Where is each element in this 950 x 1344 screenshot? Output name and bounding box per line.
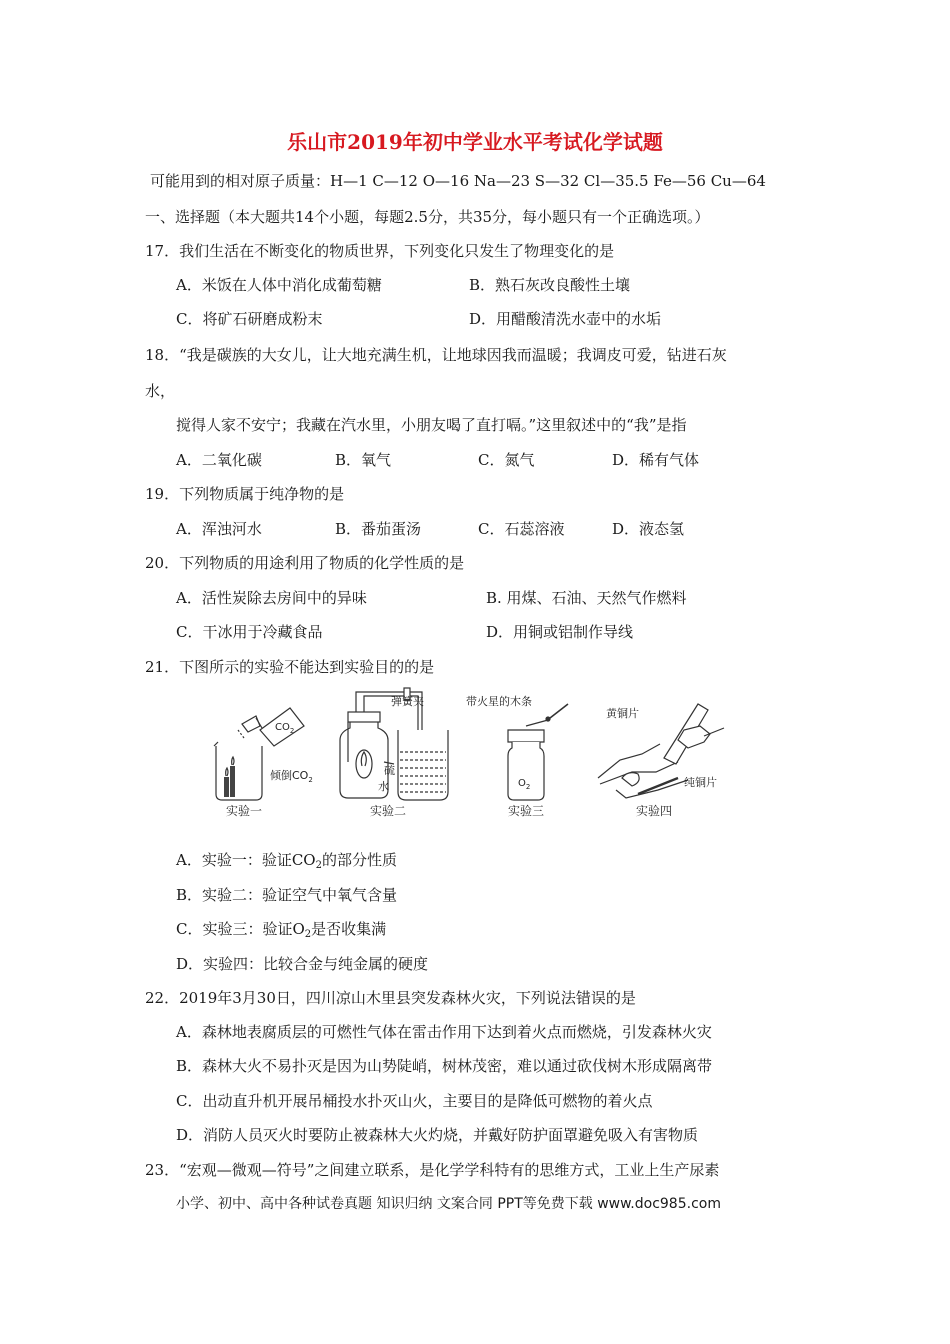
- q20-option-c: C．干冰用于冷藏食品: [176, 623, 323, 641]
- q20-option-d: D．用铜或铝制作导线: [486, 623, 634, 641]
- exp2-water-label-2: 水: [378, 780, 389, 793]
- q22-option-a: A．森林地表腐质层的可燃性气体在雷击作用下达到着火点而燃烧，引发森林火灾: [176, 1023, 712, 1041]
- q21-option-c: C．实验三：验证$O_2$是否收集满: [176, 920, 387, 940]
- exp3-gas-label: $O_2$: [518, 778, 531, 791]
- exp1-note: 倾倒$CO_2$: [270, 769, 313, 784]
- experiment-1-illustration: [214, 708, 304, 800]
- q20-stem: 20．下列物质的用途利用了物质的化学性质的是: [145, 554, 465, 572]
- q18-stem-line2: 水，: [145, 382, 176, 400]
- exp2-label: 实验二: [370, 804, 407, 818]
- exp4-copper-label: 纯铜片: [684, 776, 717, 789]
- exp3-stick-label: 带火星的木条: [466, 695, 532, 708]
- q21-option-b: B．实验二：验证空气中氧气含量: [176, 886, 398, 904]
- exp2-clip-label: 弹簧夹: [391, 695, 424, 708]
- q21-option-a: A．实验一：验证$CO_2$的部分性质: [176, 851, 397, 871]
- q19-option-c: C．石蕊溶液: [478, 520, 565, 538]
- page-title: 乐山市2019年初中学业水平考试化学试题: [287, 130, 663, 154]
- q22-option-d: D．消防人员灭火时要防止被森林大火灼烧，并戴好防护面罩避免吸入有害物质: [176, 1126, 699, 1144]
- q23-stem: 23．“宏观—微观—符号”之间建立联系，是化学学科特有的思维方式，工业上生产尿素: [145, 1161, 720, 1179]
- q18-option-a: A．二氧化碳: [176, 451, 262, 469]
- exp1-bottle-label: $CO_2$: [275, 722, 295, 735]
- q22-option-c: C．出动直升机开展吊桶投水扑灭山火，主要目的是降低可燃物的着火点: [176, 1092, 653, 1110]
- experiment-3-illustration: [508, 704, 568, 800]
- q18-option-b: B．氧气: [335, 451, 392, 469]
- q21-experiment-figure: [208, 682, 748, 822]
- q18-option-d: D．稀有气体: [612, 451, 700, 469]
- q17-option-b: B．熟石灰改良酸性土壤: [469, 276, 631, 294]
- q20-option-b: B. 用煤、石油、天然气作燃料: [486, 589, 687, 607]
- q19-option-a: A．浑浊河水: [176, 520, 262, 538]
- q21-option-d: D．实验四：比较合金与纯金属的硬度: [176, 955, 429, 973]
- q19-option-d: D．液态氢: [612, 520, 685, 538]
- q17-option-a: A．米饭在人体中消化成葡萄糖: [176, 276, 382, 294]
- q17-option-c: C．将矿石研磨成粉末: [176, 310, 323, 328]
- exp4-label: 实验四: [636, 804, 673, 818]
- atomic-masses-note: 可能用到的相对原子质量：H—1 C—12 O—16 Na—23 S—32 Cl—35.5 Fe—56 Cu—64: [150, 172, 766, 190]
- exp1-label: 实验一: [226, 804, 263, 818]
- q19-option-b: B．番茄蛋汤: [335, 520, 422, 538]
- footer-watermark: 小学、初中、高中各种试卷真题 知识归纳 文案合同 PPT等免费下载 www.doc985.com: [176, 1196, 721, 1212]
- q22-stem: 22．2019年3月30日，四川凉山木里县突发森林火灾，下列说法错误的是: [145, 989, 636, 1007]
- q22-option-b: B．森林大火不易扑灭是因为山势陡峭，树林茂密，难以通过砍伐树木形成隔离带: [176, 1057, 713, 1075]
- section-heading: 一、选择题（本大题共14个小题，每题2.5分，共35分，每小题只有一个正确选项。）: [145, 208, 710, 226]
- exp2-water-label-1: 硫: [384, 764, 395, 777]
- q19-stem: 19．下列物质属于纯净物的是: [145, 485, 345, 503]
- q18-option-c: C．氮气: [478, 451, 535, 469]
- q18-stem-line1: 18．“我是碳族的大女儿，让大地充满生机，让地球因我而温暖；我调皮可爱，钻进石灰: [145, 346, 727, 364]
- exp4-brass-label: 黄铜片: [606, 707, 639, 720]
- q20-option-a: A．活性炭除去房间中的异味: [176, 589, 367, 607]
- q17-stem: 17．我们生活在不断变化的物质世界，下列变化只发生了物理变化的是: [145, 242, 615, 260]
- q17-option-d: D．用醋酸清洗水壶中的水垢: [469, 310, 662, 328]
- q21-stem: 21．下图所示的实验不能达到实验目的的是: [145, 658, 435, 676]
- exp3-label: 实验三: [508, 804, 545, 818]
- q18-stem-line3: 搅得人家不安宁；我藏在汽水里，小朋友喝了直打嗝。”这里叙述中的“我”是指: [176, 416, 687, 434]
